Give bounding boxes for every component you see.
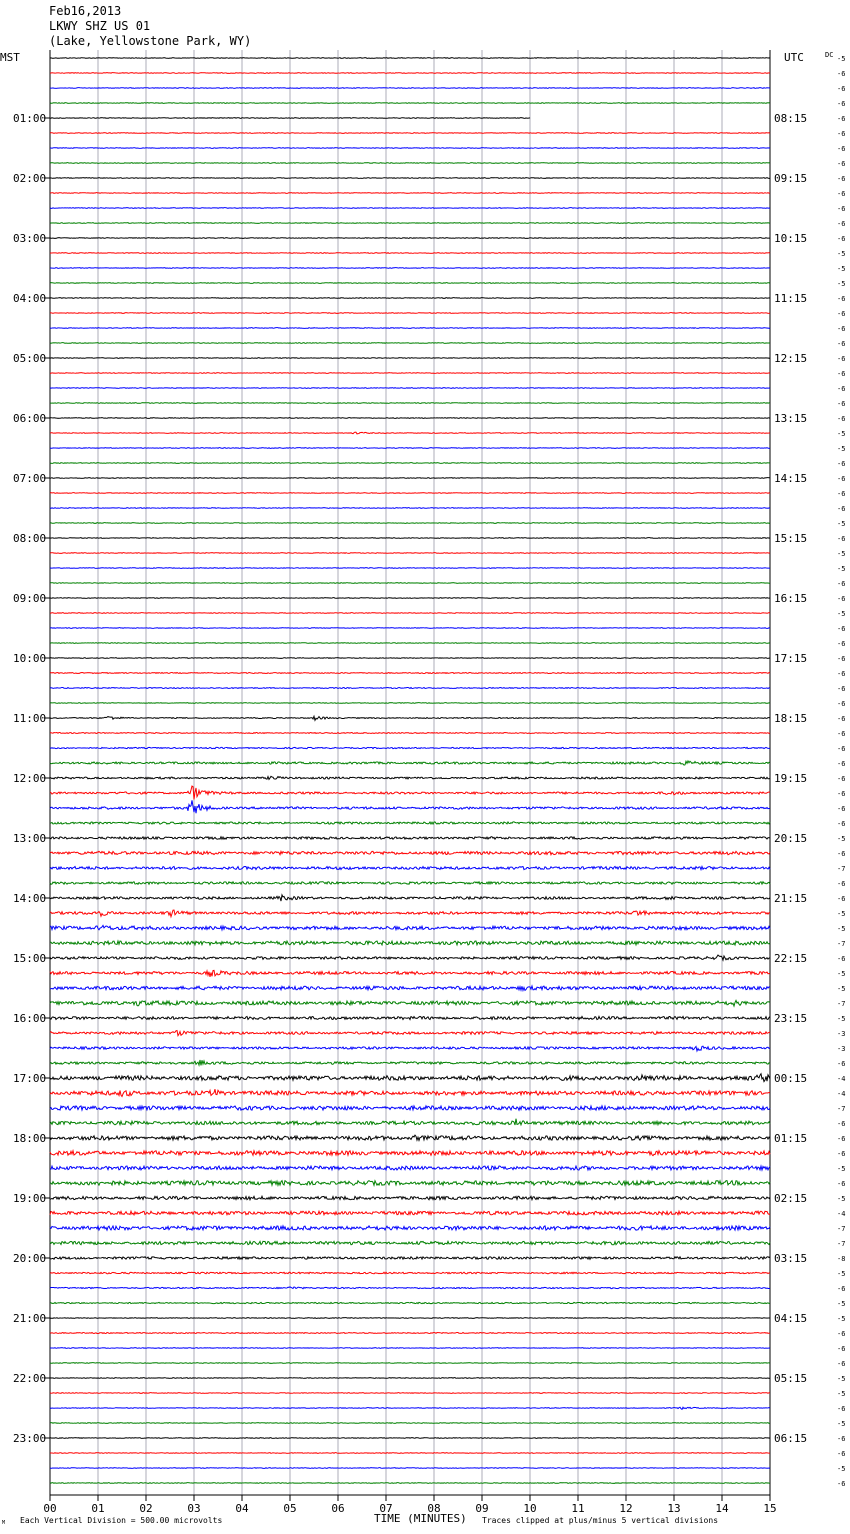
- trace-55: [50, 882, 770, 885]
- dc-offset-label: -5: [837, 1315, 846, 1323]
- trace-83: [50, 1302, 770, 1303]
- utc-hour-label: 17:15: [774, 652, 808, 665]
- trace-93: [50, 1453, 770, 1454]
- trace-63: [50, 1000, 770, 1006]
- x-tick-label-13: 13: [667, 1502, 681, 1515]
- trace-29: [50, 493, 770, 494]
- trace-53: [50, 851, 770, 854]
- dc-offset-label: -6: [837, 775, 846, 783]
- dc-offset-label: -5: [837, 430, 846, 438]
- trace-41: [50, 673, 770, 674]
- mst-hour-label: 11:00: [13, 712, 47, 725]
- trace-33: [50, 553, 770, 554]
- trace-90: [50, 1407, 770, 1409]
- trace-10: [50, 208, 770, 209]
- utc-hour-label: 05:15: [774, 1372, 808, 1385]
- trace-67: [50, 1060, 770, 1065]
- trace-37: [50, 613, 770, 614]
- dc-offset-label: -6: [837, 295, 846, 303]
- dc-offset-label: -6: [837, 475, 846, 483]
- grid-lines: [50, 50, 770, 1495]
- trace-27: [50, 463, 770, 464]
- mst-hour-label: 08:00: [13, 532, 47, 545]
- mst-hour-label: 05:00: [13, 352, 47, 365]
- dc-offset-label: -6: [837, 880, 846, 888]
- dc-offset-label: -6: [837, 1135, 846, 1143]
- mst-hour-label: 18:00: [13, 1132, 47, 1145]
- trace-15: [50, 283, 770, 284]
- trace-45: [50, 733, 770, 734]
- mst-hour-label: 10:00: [13, 652, 47, 665]
- x-tick-label-1: 01: [91, 1502, 105, 1515]
- trace-62: [50, 986, 770, 990]
- trace-9: [50, 193, 770, 194]
- x-tick-label-0: 00: [43, 1502, 57, 1515]
- x-axis-title: TIME (MINUTES): [374, 1512, 467, 1525]
- dc-offset-label: -6: [837, 490, 846, 498]
- mst-hour-label: 01:00: [13, 112, 47, 125]
- trace-61: [50, 970, 770, 977]
- dc-offset-label: -6: [837, 145, 846, 153]
- trace-11: [50, 223, 770, 224]
- utc-hour-label: 09:15: [774, 172, 808, 185]
- dc-offset-label: -6: [837, 1180, 846, 1188]
- utc-hour-label: 12:15: [774, 352, 808, 365]
- trace-77: [50, 1211, 770, 1215]
- trace-1: [50, 73, 770, 74]
- trace-36: [50, 598, 770, 599]
- dc-offset-label: -5: [837, 565, 846, 573]
- trace-5: [50, 133, 770, 134]
- trace-19: [50, 343, 770, 344]
- dc-offset-label: -5: [837, 1165, 846, 1173]
- dc-offset-label: -7: [837, 1105, 846, 1113]
- dc-offset-label: -7: [837, 1240, 846, 1248]
- trace-56: [50, 895, 770, 901]
- trace-73: [50, 1151, 770, 1156]
- mst-hour-label: 07:00: [13, 472, 47, 485]
- dc-offset-label: -5: [837, 520, 846, 528]
- utc-hour-label: 03:15: [774, 1252, 808, 1265]
- mst-hour-label: 12:00: [13, 772, 47, 785]
- dc-offset-label: -6: [837, 325, 846, 333]
- utc-hour-label: 06:15: [774, 1432, 808, 1445]
- trace-0: [50, 58, 770, 59]
- mst-hour-label: 14:00: [13, 892, 47, 905]
- dc-offset-label: -5: [837, 445, 846, 453]
- mst-hour-label: 19:00: [13, 1192, 47, 1205]
- trace-18: [50, 328, 770, 329]
- utc-hour-label: 23:15: [774, 1012, 808, 1025]
- x-tick-label-10: 10: [523, 1502, 537, 1515]
- dc-offset-label: -5: [837, 1300, 846, 1308]
- trace-8: [50, 178, 770, 179]
- dc-offset-label: -5: [837, 1270, 846, 1278]
- mst-hour-label: 15:00: [13, 952, 47, 965]
- dc-offset-label: -5: [837, 925, 846, 933]
- mst-hour-labels: [13, 112, 50, 1445]
- seismic-traces: [50, 58, 770, 1484]
- x-tick-label-5: 05: [283, 1502, 297, 1515]
- mst-hour-label: 22:00: [13, 1372, 47, 1385]
- dc-offset-label: -5: [837, 550, 846, 558]
- utc-hour-label: 00:15: [774, 1072, 808, 1085]
- clip-note: Traces clipped at plus/minus 5 vertical divisions: [482, 1516, 719, 1525]
- dc-offset-label: -6: [837, 1330, 846, 1338]
- utc-hour-label: 10:15: [774, 232, 808, 245]
- utc-hour-label: 02:15: [774, 1192, 808, 1205]
- dc-offset-label: -6: [837, 355, 846, 363]
- dc-offset-label: -6: [837, 640, 846, 648]
- trace-54: [50, 866, 770, 869]
- trace-60: [50, 955, 770, 960]
- trace-72: [50, 1135, 770, 1140]
- dc-offset-label: -6: [837, 310, 846, 318]
- utc-hour-label: 22:15: [774, 952, 808, 965]
- utc-hour-label: 20:15: [774, 832, 808, 845]
- x-tick-label-4: 04: [235, 1502, 249, 1515]
- trace-34: [50, 568, 770, 569]
- trace-88: [50, 1378, 770, 1379]
- trace-81: [50, 1272, 770, 1274]
- utc-hour-label: 21:15: [774, 892, 808, 905]
- dc-offset-label: -6: [837, 700, 846, 708]
- dc-offset-label: -3: [837, 1045, 846, 1053]
- dc-offset-label: -6: [837, 1405, 846, 1413]
- trace-40: [50, 658, 770, 659]
- dc-offset-label: -7: [837, 1000, 846, 1008]
- dc-offset-label: -6: [837, 220, 846, 228]
- trace-58: [50, 925, 770, 929]
- trace-89: [50, 1393, 770, 1394]
- trace-46: [50, 747, 770, 748]
- trace-87: [50, 1363, 770, 1364]
- x-tick-label-15: 15: [763, 1502, 777, 1515]
- dc-offset-label: -5: [837, 970, 846, 978]
- dc-offset-label: -4: [837, 1075, 846, 1083]
- dc-offset-label: -6: [837, 70, 846, 78]
- mst-hour-label: 09:00: [13, 592, 47, 605]
- trace-64: [50, 1016, 770, 1019]
- trace-86: [50, 1348, 770, 1349]
- mst-hour-label: 02:00: [13, 172, 47, 185]
- trace-35: [50, 583, 770, 584]
- trace-44: [50, 716, 770, 720]
- dc-offset-label: -5: [837, 1390, 846, 1398]
- trace-23: [50, 403, 770, 404]
- dc-offset-label: -6: [837, 1360, 846, 1368]
- dc-offset-label: -6: [837, 1120, 846, 1128]
- utc-hour-label: 18:15: [774, 712, 808, 725]
- dc-offset-label: -4: [837, 1090, 846, 1098]
- dc-offset-label: -6: [837, 385, 846, 393]
- dc-offset-label: -7: [837, 1225, 846, 1233]
- utc-axis-label: UTC: [784, 51, 804, 64]
- trace-65: [50, 1031, 770, 1036]
- dc-offset-label: -6: [837, 685, 846, 693]
- dc-offset-label: -6: [837, 1450, 846, 1458]
- dc-offset-label: -6: [837, 175, 846, 183]
- header-date: Feb16,2013: [49, 4, 122, 18]
- trace-69: [50, 1089, 770, 1096]
- trace-51: [50, 822, 770, 824]
- utc-hour-label: 16:15: [774, 592, 808, 605]
- trace-14: [50, 268, 770, 269]
- x-tick-label-14: 14: [715, 1502, 729, 1515]
- mst-hour-label: 23:00: [13, 1432, 47, 1445]
- trace-47: [50, 761, 770, 765]
- dc-offset-label: -8: [837, 1255, 846, 1263]
- dc-offset-label: -6: [837, 1345, 846, 1353]
- mst-hour-label: 20:00: [13, 1252, 47, 1265]
- x-tick-label-6: 06: [331, 1502, 345, 1515]
- dc-offset-label: -6: [837, 100, 846, 108]
- dc-offset-label: -6: [837, 235, 846, 243]
- mst-hour-label: 17:00: [13, 1072, 47, 1085]
- dc-offset-label: -6: [837, 805, 846, 813]
- trace-79: [50, 1241, 770, 1244]
- dc-offset-label: -5: [837, 1420, 846, 1428]
- utc-hour-label: 04:15: [774, 1312, 808, 1325]
- trace-12: [50, 238, 770, 239]
- trace-24: [50, 418, 770, 419]
- trace-6: [50, 148, 770, 149]
- trace-66: [50, 1046, 770, 1051]
- dc-offset-label: -6: [837, 670, 846, 678]
- trace-21: [50, 373, 770, 374]
- dc-label: DC: [825, 51, 834, 59]
- dc-offset-label: -6: [837, 160, 846, 168]
- trace-31: [50, 523, 770, 524]
- x-tick-label-7: 07: [379, 1502, 393, 1515]
- dc-offset-label: -6: [837, 340, 846, 348]
- trace-22: [50, 388, 770, 389]
- dc-offset-label: -6: [837, 850, 846, 858]
- utc-hour-labels: [774, 112, 807, 1445]
- scale-note: Each Vertical Division = 500.00 microvolts: [20, 1516, 223, 1525]
- dc-offset-label: -6: [837, 715, 846, 723]
- trace-78: [50, 1226, 770, 1230]
- dc-offset-label: -6: [837, 895, 846, 903]
- dc-offset-label: -6: [837, 745, 846, 753]
- trace-95: [50, 1483, 770, 1484]
- mst-hour-label: 13:00: [13, 832, 47, 845]
- x-tick-label-11: 11: [571, 1502, 585, 1515]
- trace-91: [50, 1423, 770, 1424]
- dc-offset-label: -5: [837, 55, 846, 63]
- trace-30: [50, 508, 770, 509]
- trace-20: [50, 358, 770, 359]
- trace-70: [50, 1106, 770, 1110]
- dc-offset-label: -6: [837, 505, 846, 513]
- dc-offset-label: -5: [837, 1465, 846, 1473]
- dc-offset-label: -5: [837, 1375, 846, 1383]
- dc-offset-label: -6: [837, 820, 846, 828]
- x-tick-label-3: 03: [187, 1502, 201, 1515]
- trace-32: [50, 538, 770, 539]
- utc-hour-label: 15:15: [774, 532, 808, 545]
- trace-94: [50, 1468, 770, 1469]
- corner-mark: M: [2, 1520, 6, 1526]
- dc-offset-label: -6: [837, 580, 846, 588]
- trace-16: [50, 298, 770, 299]
- dc-offset-label: -6: [837, 1150, 846, 1158]
- trace-71: [50, 1119, 770, 1125]
- trace-92: [50, 1438, 770, 1439]
- trace-42: [50, 688, 770, 689]
- utc-hour-label: 08:15: [774, 112, 808, 125]
- trace-59: [50, 941, 770, 945]
- x-tick-label-9: 09: [475, 1502, 489, 1515]
- mst-axis-label: MST: [0, 51, 20, 64]
- dc-offset-label: -4: [837, 1210, 846, 1218]
- dc-offset-label: -6: [837, 730, 846, 738]
- trace-2: [50, 88, 770, 89]
- x-tick-label-12: 12: [619, 1502, 633, 1515]
- mst-hour-label: 21:00: [13, 1312, 47, 1325]
- trace-57: [50, 910, 770, 917]
- dc-offset-label: -6: [837, 1435, 846, 1443]
- dc-offset-label: -6: [837, 85, 846, 93]
- dc-offset-label: -5: [837, 250, 846, 258]
- trace-13: [50, 253, 770, 254]
- header-station: LKWY SHZ US 01: [49, 19, 151, 33]
- dc-offset-label: -5: [837, 910, 846, 918]
- utc-hour-label: 19:15: [774, 772, 808, 785]
- trace-4: [50, 118, 530, 119]
- dc-offset-label: -6: [837, 190, 846, 198]
- trace-68: [50, 1074, 770, 1082]
- dc-offset-label: -6: [837, 460, 846, 468]
- trace-76: [50, 1196, 770, 1199]
- trace-26: [50, 448, 770, 449]
- dc-offset-label: -6: [837, 130, 846, 138]
- trace-38: [50, 628, 770, 629]
- trace-7: [50, 163, 770, 164]
- dc-offset-label: -6: [837, 415, 846, 423]
- dc-offset-label: -6: [837, 655, 846, 663]
- trace-50: [50, 800, 770, 813]
- dc-offset-label: -5: [837, 985, 846, 993]
- dc-offset-label: -6: [837, 400, 846, 408]
- mst-hour-label: 16:00: [13, 1012, 47, 1025]
- dc-offset-label: -7: [837, 865, 846, 873]
- trace-49: [50, 786, 770, 799]
- trace-25: [50, 432, 770, 434]
- trace-75: [50, 1181, 770, 1186]
- utc-hour-label: 11:15: [774, 292, 808, 305]
- trace-43: [50, 703, 770, 704]
- trace-17: [50, 313, 770, 314]
- dc-offset-label: -6: [837, 1060, 846, 1068]
- dc-offset-label: -6: [837, 625, 846, 633]
- dc-offset-label: -7: [837, 940, 846, 948]
- dc-offset-labels: [837, 55, 845, 1488]
- utc-hour-label: 14:15: [774, 472, 808, 485]
- utc-hour-label: 01:15: [774, 1132, 808, 1145]
- mst-hour-label: 06:00: [13, 412, 47, 425]
- dc-offset-label: -5: [837, 835, 846, 843]
- dc-offset-label: -6: [837, 1480, 846, 1488]
- trace-48: [50, 776, 770, 779]
- dc-offset-label: -6: [837, 115, 846, 123]
- trace-28: [50, 478, 770, 479]
- trace-80: [50, 1257, 770, 1260]
- x-tick-label-2: 02: [139, 1502, 153, 1515]
- dc-offset-label: -6: [837, 790, 846, 798]
- header-location: (Lake, Yellowstone Park, WY): [49, 34, 252, 48]
- dc-offset-label: -5: [837, 1195, 846, 1203]
- trace-52: [50, 837, 770, 840]
- trace-85: [50, 1333, 770, 1334]
- trace-74: [50, 1166, 770, 1170]
- dc-offset-label: -6: [837, 370, 846, 378]
- trace-3: [50, 103, 770, 104]
- dc-offset-label: -6: [837, 205, 846, 213]
- dc-offset-label: -6: [837, 535, 846, 543]
- mst-hour-label: 03:00: [13, 232, 47, 245]
- x-tick-label-8: 08: [427, 1502, 441, 1515]
- dc-offset-label: -5: [837, 280, 846, 288]
- trace-39: [50, 643, 770, 644]
- trace-84: [50, 1318, 770, 1319]
- mst-hour-label: 04:00: [13, 292, 47, 305]
- dc-offset-label: -5: [837, 1015, 846, 1023]
- dc-offset-label: -6: [837, 955, 846, 963]
- dc-offset-label: -5: [837, 610, 846, 618]
- utc-hour-label: 13:15: [774, 412, 808, 425]
- dc-offset-label: -6: [837, 1285, 846, 1293]
- dc-offset-label: -5: [837, 265, 846, 273]
- dc-offset-label: -3: [837, 1030, 846, 1038]
- dc-offset-label: -6: [837, 760, 846, 768]
- trace-82: [50, 1287, 770, 1289]
- dc-offset-label: -6: [837, 595, 846, 603]
